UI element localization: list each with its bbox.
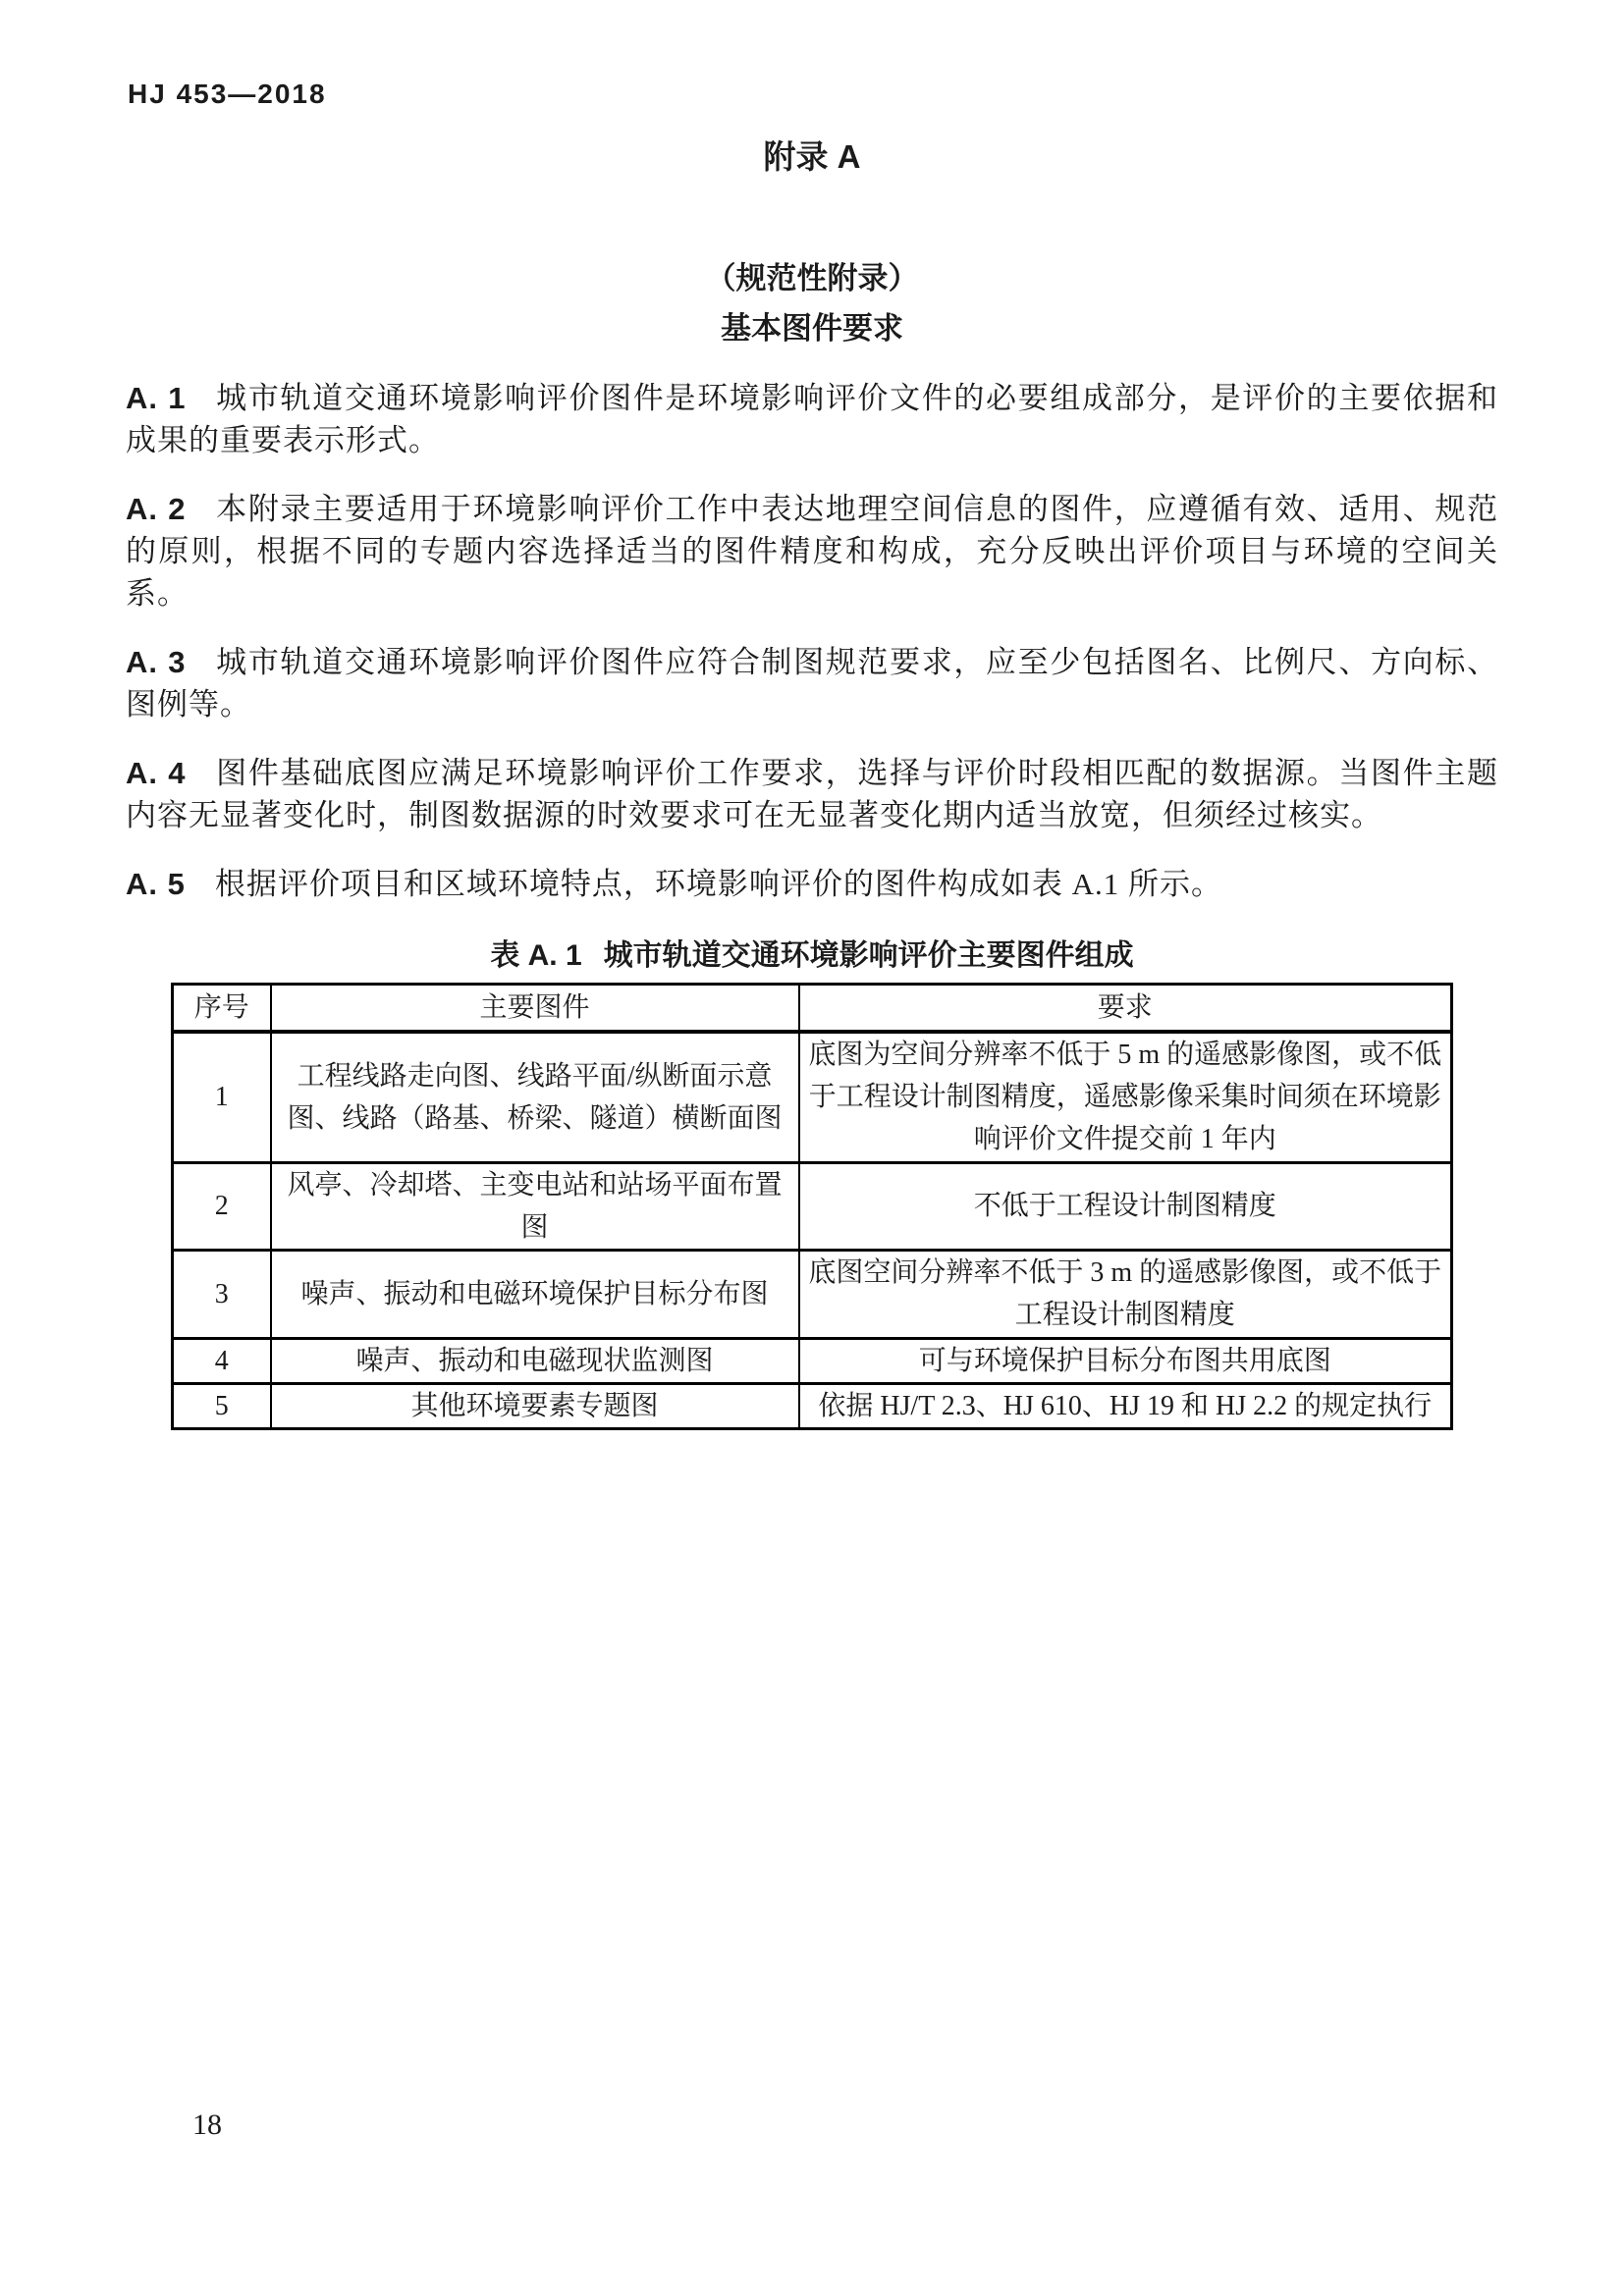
clause-a4: [126, 752, 1498, 836]
cell-no: 4: [173, 1338, 271, 1383]
cell-item: 工程线路走向图、线路平面/纵断面示意图、线路（路基、桥梁、隧道）横断面图: [271, 1032, 799, 1162]
cell-requirement: 可与环境保护目标分布图共用底图: [799, 1338, 1452, 1383]
clause-a1-text: 城市轨道交通环境影响评价图件是环境影响评价文件的必要组成部分，是评价的主要依据和成果的重要表示形式。: [126, 381, 1498, 457]
clause-a3-label: A. 3: [126, 645, 187, 679]
table-caption: [126, 940, 1498, 971]
table-row: [173, 1162, 1452, 1250]
table-header: [173, 985, 1452, 1033]
cell-item: 噪声、振动和电磁现状监测图: [271, 1338, 799, 1383]
cell-item: 风亭、冷却塔、主变电站和站场平面布置图: [271, 1162, 799, 1250]
clause-a3-text: 城市轨道交通环境影响评价图件应符合制图规范要求，应至少包括图名、比例尺、方向标、图例等。: [126, 645, 1498, 721]
cell-requirement: 依据 HJ/T 2.3、HJ 610、HJ 19 和 HJ 2.2 的规定执行: [799, 1383, 1452, 1428]
clause-a4-label: A. 4: [126, 756, 187, 790]
cell-no: 3: [173, 1250, 271, 1338]
clause-a5-label: A. 5: [126, 867, 186, 901]
table-body: [173, 1032, 1452, 1428]
table-row: [173, 1338, 1452, 1383]
clause-a1-label: A. 1: [126, 381, 187, 415]
cell-no: 5: [173, 1383, 271, 1428]
appendix-heading: 基本图件要求: [721, 311, 903, 346]
clause-a4-text: 图件基础底图应满足环境影响评价工作要求，选择与评价时段相匹配的数据源。当图件主题内容无显著变化时，制图数据源的时效要求可在无显著变化期内适当放宽，但须经过核实。: [126, 756, 1498, 832]
page-number: 18: [192, 2109, 222, 2141]
table-row: [173, 1383, 1452, 1428]
column-header-requirement: 要求: [799, 985, 1452, 1033]
clause-a5-text: 根据评价项目和区域环境特点，环境影响评价的图件构成如表 A.1 所示。: [214, 867, 1222, 901]
clause-a3: [126, 641, 1498, 725]
cell-requirement: 底图为空间分辨率不低于 5 m 的遥感影像图，或不低于工程设计制图精度，遥感影像采集时间须在环境影响评价文件提交前 1 年内: [799, 1032, 1452, 1162]
table-header-row: [173, 985, 1452, 1033]
appendix-subtitle: （规范性附录）: [705, 261, 919, 295]
table-caption-label: 表 A. 1: [490, 939, 582, 972]
column-header-item: 主要图件: [271, 985, 799, 1033]
column-header-no: 序号: [173, 985, 271, 1033]
cell-no: 2: [173, 1162, 271, 1250]
table-row: [173, 1250, 1452, 1338]
cell-item: 噪声、振动和电磁环境保护目标分布图: [271, 1250, 799, 1338]
clause-a2-label: A. 2: [126, 492, 187, 526]
table-caption-title: 城市轨道交通环境影响评价主要图件组成: [603, 939, 1134, 972]
figure-requirements-table: [171, 983, 1453, 1430]
standard-number: HJ 453—2018: [128, 79, 327, 109]
cell-requirement: 底图空间分辨率不低于 3 m 的遥感影像图，或不低于工程设计制图精度: [799, 1250, 1452, 1338]
clause-a2: [126, 488, 1498, 614]
cell-requirement: 不低于工程设计制图精度: [799, 1162, 1452, 1250]
clause-a2-text: 本附录主要适用于环境影响评价工作中表达地理空间信息的图件，应遵循有效、适用、规范的原则，根据不同的专题内容选择适当的图件精度和构成，充分反映出评价项目与环境的空间关系。: [126, 492, 1498, 611]
clause-a5: [126, 863, 1498, 905]
appendix-title: 附录 A: [763, 138, 861, 175]
cell-no: 1: [173, 1032, 271, 1162]
cell-item: 其他环境要素专题图: [271, 1383, 799, 1428]
table-row: [173, 1032, 1452, 1162]
clause-a1: [126, 377, 1498, 461]
